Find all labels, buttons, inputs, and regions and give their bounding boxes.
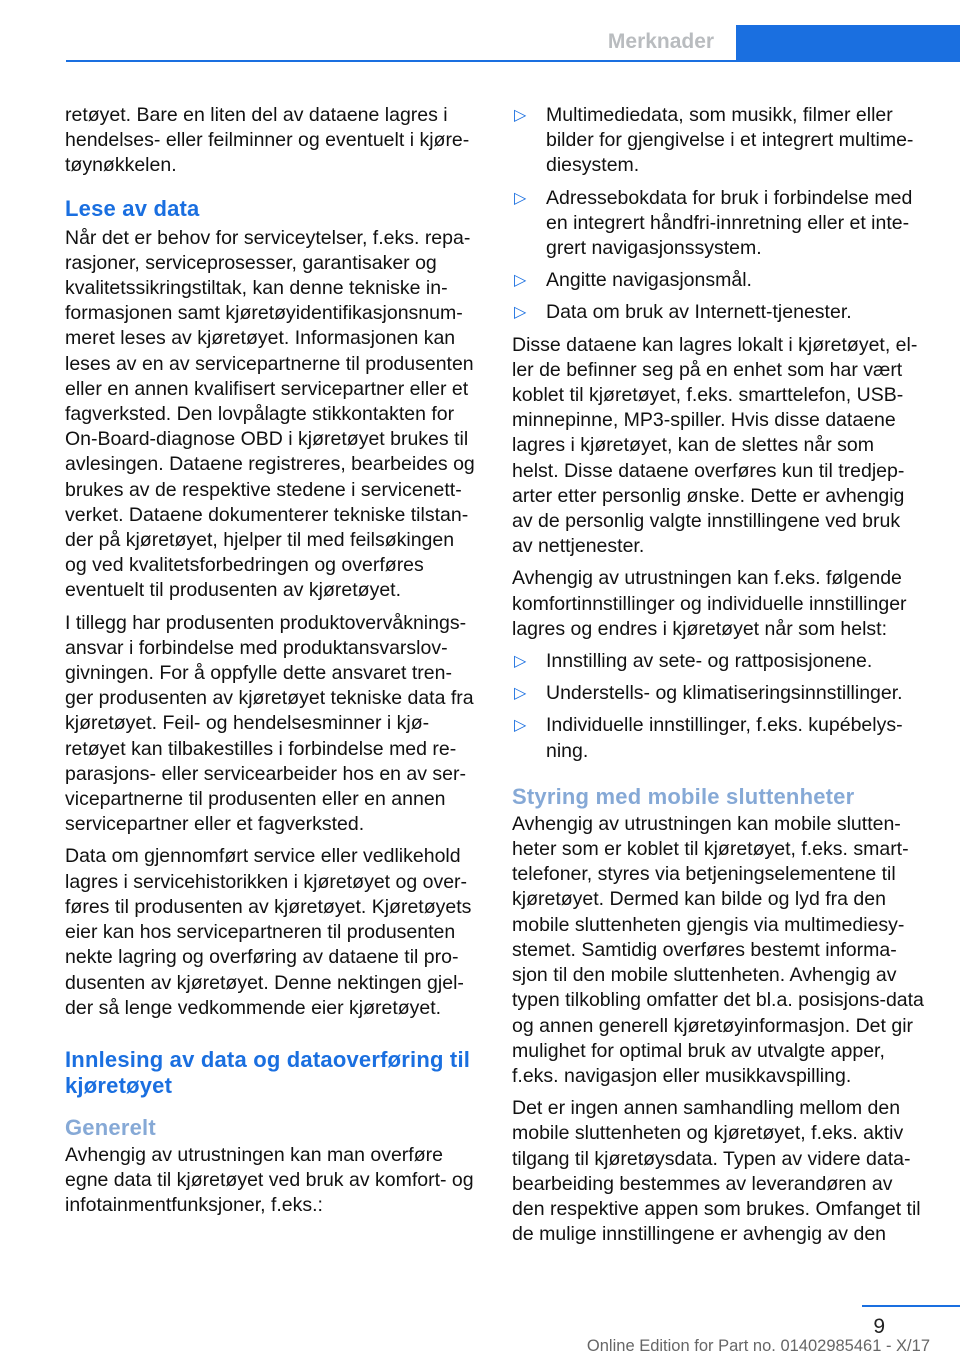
triangle-bullet-icon: ▷ [514,304,527,322]
page-header-title: Merknader [607,30,715,53]
paragraph: Avhengig av utrustningen kan f.eks. følgende komfortinnstillinger og individuelle innstillinger lagres og endres i kjøretøyet når som helst: [512,567,907,640]
list-item: ▷ Individuelle innstillinger, f.eks. kupébelys-ning. [514,714,903,762]
header-accent-bar [736,25,960,61]
triangle-bullet-icon: ▷ [514,107,527,124]
paragraph: Avhengig av utrustningen kan mobile slutten-heter som er koblet til kjøretøyet, f.eks. smart-telefoner, styres via betjeningselementene til kjøretøyet. Dermed kan bilde og lyd fra den mobile sluttenheten gjengis via multimediesy-stemet. Samtidig overføres bestemt informa-sjon til den mobile sluttenheten. Avhengig av typen tilkobling omfatter det bl.a. posisjons-data og annen generell kjøretøyinformasjon. Det gir mulighet for optimal bruk av utvalgte apper, f.eks. navigasjon eller musikkavspilling. [512,812,924,1087]
edition-footer: Online Edition for Part no. 01402985461 - X/17 [586,1337,930,1355]
bullet-list-settings [512,649,924,764]
list-item: ▷ Angitte navigasjonsmål. [512,268,924,293]
intro-paragraph: retøyet. Bare en liten del av dataene lagres i hendelses- eller feilminner og eventuelt i kjøre-tøynøkkelen. [65,104,470,177]
paragraph: Det er ingen annen samhandling mellom den mobile sluttenheten og kjøretøyet, f.eks. aktiv tilgang til kjøretøysdata. Typen av videre data-bearbeiding bestemmes av leverandøren av den respektive appen som brukes. Omfanget til de mulige innstillingene er avhengig av den [512,1097,921,1246]
paragraph: Når det er behov for serviceytelser, f.eks. repa-rasjoner, serviceprosesser, garantisaker og kvalitetssikringstiltak, kan denne tekniske in-formasjonen samt kjøretøyidentifikasjonsnum-meret leses av kjøretøyet. Informasjonen kan leses av en av servicepartnerne til produsenten eller en annen kvalifisert servicepartner eller et fagverksted. Den lovpålagte stikkontakten for On-Board-diagnose OBD i kjøretøyet brukes til avlesingen. Dataene registreres, bearbeides og brukes av de respektive stedene i servicenett-verket. Dataene dokumenterer tekniske tilstan-der på kjøretøyet, hjelper til med feilsøkingen og ved kvalitetsforbedringen og overføres eventuelt til produsenten av kjøretøyet. [65,226,475,602]
triangle-bullet-icon: ▷ [514,717,527,735]
heading-generelt: Generelt [65,1114,156,1140]
heading-innlesing: Innlesing av data og dataoverføring til kjøretøyet [65,1046,471,1098]
list-item: ▷ Multimediedata, som musikk, filmer eller bilder for gjengivelse i et integrert multime-diesystem. [514,104,914,177]
bullet-list-data-types [512,103,924,326]
heading-lese-av-data: Lese av data [65,195,200,221]
page-number: 9 [873,1315,885,1338]
right-column [512,103,924,1254]
list-item: ▷ Understells- og klimatiseringsinnstillinger. [512,681,924,706]
paragraph: Disse dataene kan lagres lokalt i kjøretøyet, el-ler de befinner seg på en enhet som har vært koblet til kjøretøyet, f.eks. smarttelefon, USB-minnepinne, MP3-spiller. Hvis disse dataene lagres i kjøretøyet, kan de slettes når som helst. Disse dataene overføres kun til tredjep-arter etter personlig ønske. Dette er avhengig av de personlig valgte innstillingene ved bruk av nettjenester. [512,333,918,558]
paragraph: Avhengig av utrustningen kan man overføre egne data til kjøretøyet ved bruk av komfort- og infotainmentfunksjoner, f.eks.: [65,1143,474,1217]
paragraph: I tillegg har produsenten produktovervåknings-ansvar i forbindelse med produktansvarslov-givningen. For å oppfylle dette ansvaret tren-ger produsenten av kjøretøyet tekniske data fra kjøretøyet. Feil- og hendelsesminner i kjø-retøyet kan tilbakestilles i forbindelse med re-parasjons- eller servicearbeider hos en av ser-vicepartnerne til produsenten eller en annen servicepartner eller et fagverksted. [65,611,474,836]
triangle-bullet-icon: ▷ [514,685,527,703]
footer-rule [862,1305,960,1307]
triangle-bullet-icon: ▷ [514,272,527,290]
triangle-bullet-icon: ▷ [514,189,527,207]
list-item: ▷ Data om bruk av Internett-tjenester. [512,300,924,325]
list-item: ▷ Adressebokdata for bruk i forbindelse med en integrert håndfri-innretning eller et inte-grert navigasjonssystem. [514,186,913,260]
paragraph: Data om gjennomført service eller vedlikehold lagres i servicehistorikken i kjøretøyet og over-føres til produsenten av kjøretøyet. Kjøretøyets eier kan hos servicepartneren til produsenten nekte lagring og overføring av dataene til pro-dusenten av kjøretøyet. Denne nektingen gjel-der så lenge vedkommende eier kjøretøyet. [65,845,472,1019]
list-item: ▷ Innstilling av sete- og rattposisjonene. [512,649,924,674]
triangle-bullet-icon: ▷ [514,653,527,671]
left-column [65,103,477,1226]
heading-styring: Styring med mobile sluttenheter [512,783,855,809]
